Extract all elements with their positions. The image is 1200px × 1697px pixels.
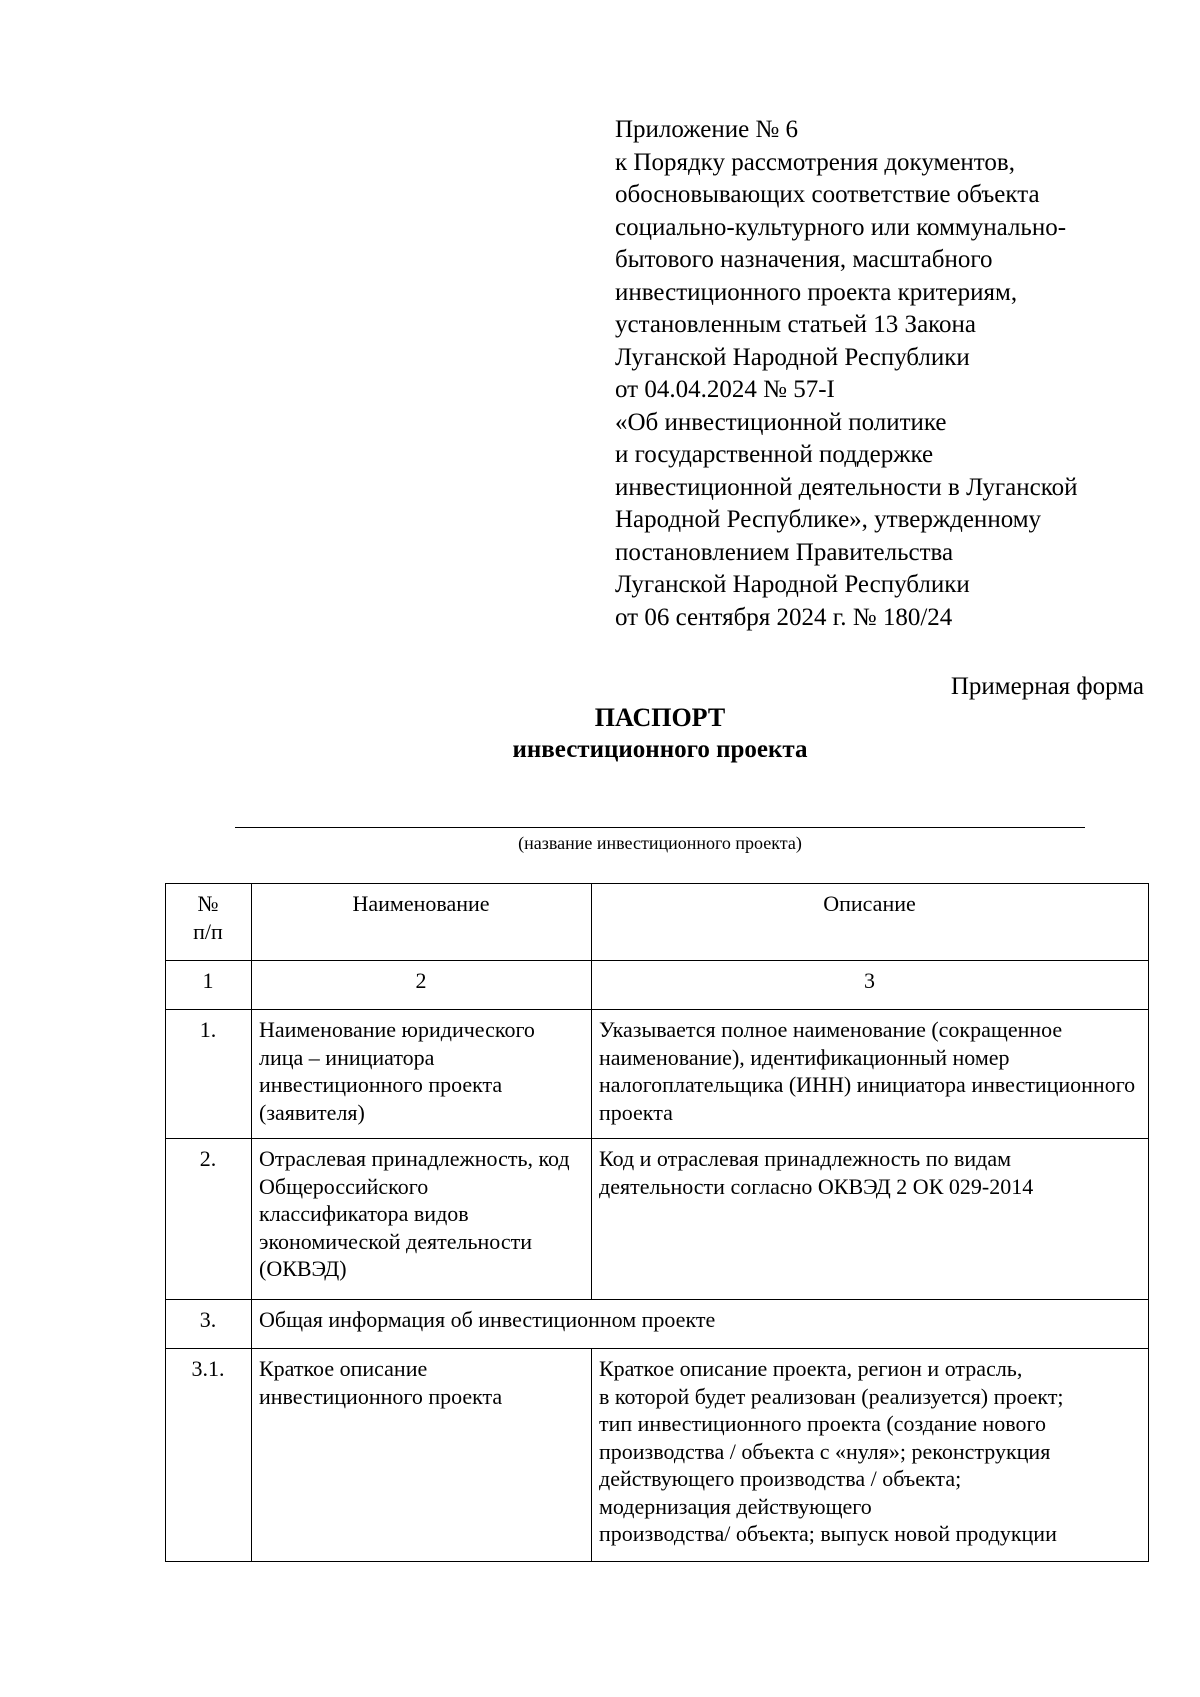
appendix-header xyxy=(615,114,1175,634)
description-line: действующего производства / объекта; xyxy=(599,1466,962,1491)
row-number: 3. xyxy=(166,1300,252,1349)
table-header-row xyxy=(166,884,1149,961)
column-index: 2 xyxy=(252,961,592,1010)
table-row xyxy=(166,1349,1149,1562)
row-number: 1. xyxy=(166,1010,252,1139)
appendix-line: Народной Республике», утвержденному xyxy=(615,506,1042,533)
appendix-line: инвестиционного проекта критериям, xyxy=(615,278,1018,306)
description-line: производства / объекта с «нуля»; реконструкция xyxy=(599,1438,1051,1464)
row-name: Наименование юридического лица – инициатора инвестиционного проекта (заявителя) xyxy=(252,1010,592,1139)
row-number: 2. xyxy=(166,1139,252,1300)
appendix-line: и государственной поддержке xyxy=(615,441,934,468)
document-subtitle: инвестиционного проекта xyxy=(512,736,808,763)
header-number-line2: п/п xyxy=(193,918,223,944)
row-name: Отраслевая принадлежность, код Общероссийского классификатора видов экономической деятельности (ОКВЭД) xyxy=(252,1139,592,1300)
table-row xyxy=(166,1010,1149,1139)
description-line: модернизация действующего xyxy=(599,1493,872,1519)
project-name-caption: (название инвестиционного проекта) xyxy=(518,833,802,853)
project-name-field[interactable] xyxy=(235,827,1085,828)
appendix-line: Луганской Народной Республики xyxy=(615,343,970,371)
column-index: 3 xyxy=(592,961,1149,1010)
header-number xyxy=(166,884,252,961)
appendix-line: установленным статьей 13 Закона xyxy=(615,311,977,338)
form-type-label: Примерная форма xyxy=(950,673,1144,700)
table-row xyxy=(166,1139,1149,1300)
appendix-line: к Порядку рассмотрения документов, xyxy=(615,148,1015,176)
appendix-line: бытового назначения, масштабного xyxy=(615,246,993,273)
appendix-line: «Об инвестиционной политике xyxy=(615,408,947,436)
document-title: ПАСПОРТ xyxy=(594,703,726,732)
row-name: Краткое описание инвестиционного проекта xyxy=(252,1349,592,1562)
passport-table xyxy=(165,883,1149,1562)
appendix-line: от 06 сентября 2024 г. № 180/24 xyxy=(615,603,953,631)
description-line: в которой будет реализован (реализуется) проект; xyxy=(599,1383,1064,1409)
appendix-line: обосновывающих соответствие объекта xyxy=(615,181,1040,208)
row-description: Код и отраслевая принадлежность по видам деятельности согласно ОКВЭД 2 ОК 029-2014 xyxy=(592,1139,1149,1300)
appendix-line: от 04.04.2024 № 57-I xyxy=(615,376,835,403)
appendix-line: социально-культурного или коммунально- xyxy=(615,213,1067,241)
column-index: 1 xyxy=(166,961,252,1010)
row-description xyxy=(592,1349,1149,1562)
description-line: тип инвестиционного проекта (создание нового xyxy=(599,1411,1046,1436)
description-line: производства/ объекта; выпуск новой продукции xyxy=(599,1521,1057,1546)
description-line: Краткое описание проекта, регион и отрасль, xyxy=(599,1356,1023,1381)
appendix-line: инвестиционной деятельности в Луганской xyxy=(615,473,1078,501)
header-name: Наименование xyxy=(252,884,592,961)
row-description: Указывается полное наименование (сокращенное наименование), идентификационный номер налогоплательщика (ИНН) инициатора инвестиционного проекта xyxy=(592,1010,1149,1139)
section-title: Общая информация об инвестиционном проекте xyxy=(252,1300,1149,1349)
appendix-line: Приложение № 6 xyxy=(615,116,799,143)
table-section-row xyxy=(166,1300,1149,1349)
header-description: Описание xyxy=(592,884,1149,961)
column-index-row xyxy=(166,961,1149,1010)
appendix-line: Луганской Народной Республики xyxy=(615,571,970,598)
row-number: 3.1. xyxy=(166,1349,252,1562)
header-number-line1: № xyxy=(197,891,219,916)
appendix-line: постановлением Правительства xyxy=(615,538,954,566)
